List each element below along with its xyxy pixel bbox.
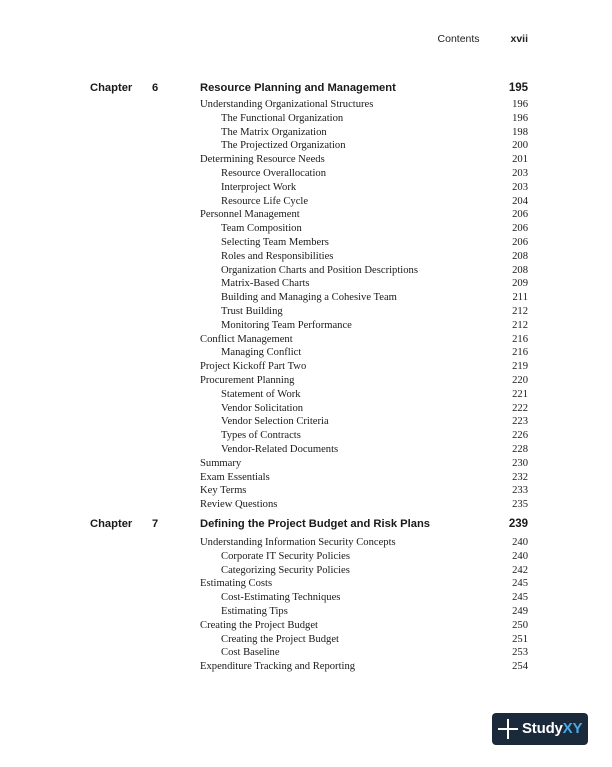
toc-subentry[interactable]	[200, 605, 528, 619]
toc-entry-page: 208	[512, 250, 528, 262]
toc-entry-page: 216	[512, 347, 528, 359]
chapter-entries	[200, 536, 528, 674]
toc-entry-title: The Functional Organization	[221, 112, 344, 124]
studyxy-logo[interactable]	[492, 713, 588, 745]
toc-entry-page: 220	[512, 374, 528, 386]
chapter-entries	[200, 98, 528, 512]
toc-entry-title: Team Composition	[221, 223, 302, 235]
toc-entry-page: 222	[512, 402, 528, 414]
toc-entry-page: 240	[512, 550, 528, 562]
chapter-page: 239	[508, 518, 528, 530]
toc-entry-title: Selecting Team Members	[221, 236, 329, 248]
toc-subentry[interactable]	[200, 550, 528, 564]
toc-entry[interactable]	[200, 457, 528, 471]
toc-entry-page: 230	[512, 457, 528, 469]
toc-subentry[interactable]	[200, 250, 528, 264]
toc-entry-page: 206	[512, 236, 528, 248]
toc-entry-title: Vendor Solicitation	[221, 402, 304, 414]
toc-subentry[interactable]	[200, 564, 528, 578]
toc-entry-title: Project Kickoff Part Two	[200, 361, 307, 373]
toc-entry-page: 211	[512, 292, 528, 304]
toc-subentry[interactable]	[200, 195, 528, 209]
toc-entry-page: 203	[512, 181, 528, 193]
toc-entry-title: Cost Baseline	[221, 647, 280, 659]
toc-entry-page: 250	[512, 619, 528, 631]
toc-entry-title: The Matrix Organization	[221, 126, 327, 138]
toc-subentry[interactable]	[200, 305, 528, 319]
toc-subentry[interactable]	[200, 415, 528, 429]
toc-entry-title: Vendor Selection Criteria	[221, 416, 329, 428]
toc-entry-title: Organization Charts and Position Descriptions	[221, 264, 418, 276]
toc-entry-title: Determining Resource Needs	[200, 154, 325, 166]
toc-entry-page: 251	[512, 633, 528, 645]
toc-entry-page: 203	[512, 167, 528, 179]
toc-subentry[interactable]	[200, 646, 528, 660]
chapter-number: 6	[152, 82, 159, 94]
toc-entry-page: 209	[512, 278, 528, 290]
toc-entry-title: Vendor-Related Documents	[221, 443, 339, 455]
toc-entry-page: 198	[512, 126, 528, 138]
toc-entry-title: Resource Life Cycle	[221, 195, 309, 207]
toc-entry-page: 200	[512, 140, 528, 152]
chapter-number: 7	[152, 518, 159, 530]
toc-entry-title: Roles and Responsibilities	[221, 250, 334, 262]
chapter-heading[interactable]	[90, 80, 528, 96]
toc-entry-title: The Projectized Organization	[221, 140, 346, 152]
toc-subentry[interactable]	[200, 264, 528, 278]
logo-text-main: Study	[522, 720, 563, 737]
toc-entry-page: 240	[512, 537, 528, 548]
toc-entry-title: Summary	[200, 457, 242, 469]
toc-entry-title: Procurement Planning	[200, 374, 295, 386]
toc-entry-page: 201	[512, 154, 528, 166]
toc-entry-title: Trust Building	[221, 305, 283, 317]
chapter-heading[interactable]	[90, 516, 528, 532]
toc-entry-title: Estimating Tips	[221, 605, 288, 617]
logo-text	[522, 720, 582, 737]
toc-entry[interactable]	[200, 498, 528, 512]
toc-subentry[interactable]	[200, 277, 528, 291]
toc-entry-title: Corporate IT Security Policies	[221, 550, 350, 562]
toc-entry-page: 196	[512, 99, 528, 110]
toc-entry-title: Cost-Estimating Techniques	[221, 592, 341, 604]
toc-entry-page: 253	[512, 647, 528, 659]
toc-entry[interactable]	[200, 360, 528, 374]
toc-entry-page: 208	[512, 264, 528, 276]
toc-subentry[interactable]	[200, 429, 528, 443]
toc-entry[interactable]	[200, 374, 528, 388]
toc-entry-title: Matrix-Based Charts	[221, 278, 310, 290]
toc-entry-page: 232	[512, 471, 528, 483]
toc-entry-page: 221	[512, 388, 528, 400]
toc-entry[interactable]	[200, 660, 528, 674]
running-head-title: Contents	[437, 33, 480, 45]
toc-entry-title: Key Terms	[200, 485, 247, 497]
toc-entry-page: 196	[512, 112, 528, 124]
running-head	[438, 33, 528, 45]
toc-subentry[interactable]	[200, 633, 528, 647]
chapter-label: Chapter	[90, 82, 133, 94]
toc-entry-title: Conflict Management	[200, 333, 293, 345]
toc-entry-title: Interproject Work	[221, 181, 297, 193]
toc-entry-page: 223	[512, 416, 528, 428]
toc-entry-title: Categorizing Security Policies	[221, 564, 350, 576]
toc-entry-title: Review Questions	[200, 499, 278, 511]
toc-entry-page: 212	[512, 319, 528, 331]
toc-subentry[interactable]	[200, 126, 528, 140]
toc-subentry[interactable]	[200, 346, 528, 360]
toc-entry-title: Personnel Management	[200, 209, 300, 221]
toc-entry-title: Estimating Costs	[200, 578, 273, 590]
toc-entry-title: Understanding Information Security Concepts	[200, 537, 396, 548]
toc-subentry[interactable]	[200, 291, 528, 305]
toc-entry[interactable]	[200, 619, 528, 633]
toc-entry-title: Exam Essentials	[200, 471, 270, 483]
toc-entry[interactable]	[200, 471, 528, 485]
toc-subentry[interactable]	[200, 443, 528, 457]
toc-entry-page: 242	[512, 564, 528, 576]
toc-entry-page: 235	[512, 499, 528, 511]
toc-subentry[interactable]	[200, 167, 528, 181]
toc-subentry[interactable]	[200, 388, 528, 402]
chapter-title: Defining the Project Budget and Risk Plans	[200, 518, 430, 530]
toc-entry-page: 216	[512, 333, 528, 345]
toc-subentry[interactable]	[200, 591, 528, 605]
toc-entry-title: Types of Contracts	[221, 430, 301, 442]
toc-entry-title: Creating the Project Budget	[221, 633, 339, 645]
toc-entry-page: 206	[512, 223, 528, 235]
toc-entry-page: 233	[512, 485, 528, 497]
toc-subentry[interactable]	[200, 139, 528, 153]
toc-entry-title: Understanding Organizational Structures	[200, 99, 374, 110]
toc-entry-title: Monitoring Team Performance	[221, 319, 352, 331]
toc-entry-page: 226	[512, 430, 528, 442]
toc-entry[interactable]	[200, 577, 528, 591]
toc-entry-page: 204	[512, 195, 528, 207]
toc-entry-page: 254	[512, 661, 528, 673]
toc-entry[interactable]	[200, 333, 528, 347]
toc-subentry[interactable]	[200, 319, 528, 333]
chapter-label: Chapter	[90, 518, 133, 530]
toc-entry-title: Building and Managing a Cohesive Team	[221, 292, 397, 304]
chapter-page: 195	[508, 82, 528, 94]
chapter-title: Resource Planning and Management	[200, 82, 396, 94]
toc-subentry[interactable]	[200, 236, 528, 250]
toc-entry-page: 206	[512, 209, 528, 221]
toc-entry-page: 245	[512, 592, 528, 604]
toc-entry-page: 228	[512, 443, 528, 455]
toc-subentry[interactable]	[200, 181, 528, 195]
toc-entry-title: Expenditure Tracking and Reporting	[200, 661, 356, 673]
toc-entry[interactable]	[200, 208, 528, 222]
logo-text-accent: XY	[562, 720, 583, 737]
toc-entry-page: 212	[512, 305, 528, 317]
toc-entry-title: Statement of Work	[221, 388, 301, 400]
toc-entry[interactable]	[200, 536, 528, 550]
toc-entry-page: 245	[512, 578, 528, 590]
toc-entry-title: Creating the Project Budget	[200, 619, 318, 631]
toc-entry[interactable]	[200, 153, 528, 167]
toc-entry[interactable]	[200, 484, 528, 498]
toc-entry-title: Managing Conflict	[221, 347, 302, 359]
toc-subentry[interactable]	[200, 112, 528, 126]
toc-subentry[interactable]	[200, 222, 528, 236]
running-head-page-number: xvii	[510, 33, 528, 45]
toc-entry[interactable]	[200, 98, 528, 112]
toc-entry-page: 249	[512, 605, 528, 617]
toc-entry-page: 219	[512, 361, 528, 373]
toc-entry-title: Resource Overallocation	[221, 167, 327, 179]
toc-subentry[interactable]	[200, 402, 528, 416]
